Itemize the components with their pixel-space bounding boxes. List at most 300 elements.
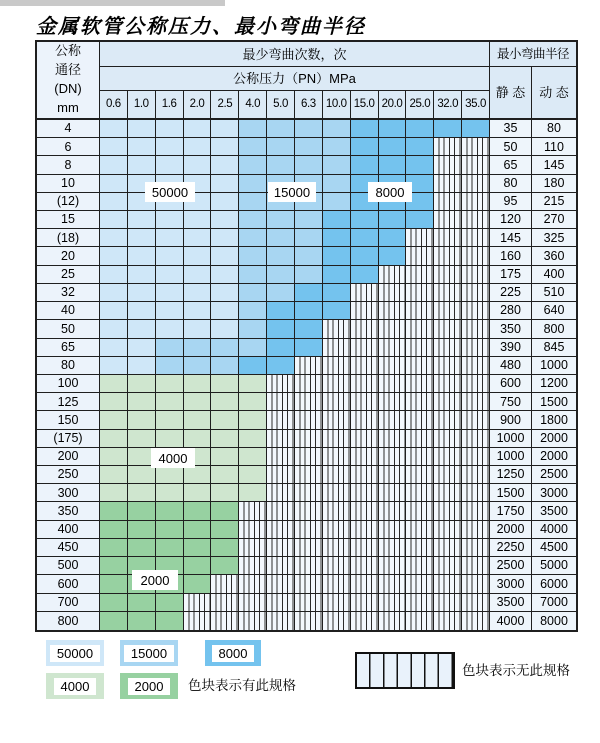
pressure-header-20.0: 20.0	[379, 91, 407, 120]
spec-cell	[100, 575, 128, 593]
dynamic-radius-cell: 3000	[532, 484, 576, 502]
spec-cell	[100, 211, 128, 229]
spec-cell	[184, 502, 212, 520]
spec-cell	[379, 120, 407, 138]
dn-cell: 65	[37, 339, 100, 357]
spec-cell	[184, 211, 212, 229]
spec-cell	[351, 284, 379, 302]
spec-cell	[156, 411, 184, 429]
spec-cell	[100, 466, 128, 484]
spec-cell	[267, 266, 295, 284]
static-column-header: 静 态	[490, 67, 532, 120]
spec-cell	[267, 557, 295, 575]
dn-cell: 250	[37, 466, 100, 484]
spec-cell	[239, 448, 267, 466]
spec-cell	[462, 211, 490, 229]
spec-cell	[128, 339, 156, 357]
spec-cell	[351, 557, 379, 575]
spec-cell	[267, 594, 295, 612]
dynamic-radius-cell: 1800	[532, 411, 576, 429]
legend-swatch-4000	[46, 673, 104, 699]
dn-header-line: 公称	[54, 43, 81, 59]
spec-cell	[100, 138, 128, 156]
spec-cell	[379, 156, 407, 174]
spec-cell	[379, 284, 407, 302]
spec-cell	[434, 448, 462, 466]
spec-cell	[239, 229, 267, 247]
spec-cell	[379, 484, 407, 502]
spec-cell	[351, 247, 379, 265]
spec-cell	[100, 448, 128, 466]
spec-cell	[406, 594, 434, 612]
spec-cell	[323, 302, 351, 320]
spec-cell	[267, 138, 295, 156]
spec-cell	[211, 156, 239, 174]
spec-cell	[184, 320, 212, 338]
spec-cell	[100, 266, 128, 284]
spec-cell	[211, 302, 239, 320]
spec-cell	[434, 411, 462, 429]
spec-cell	[462, 612, 490, 630]
spec-cell	[100, 521, 128, 539]
dynamic-radius-cell: 4000	[532, 521, 576, 539]
spec-cell	[100, 557, 128, 575]
spec-cell	[351, 575, 379, 593]
dn-cell: (12)	[37, 193, 100, 211]
spec-cell	[128, 138, 156, 156]
spec-table	[35, 40, 578, 632]
spec-cell	[211, 466, 239, 484]
legend-swatch-50000	[46, 640, 104, 666]
spec-cell	[406, 521, 434, 539]
spec-cell	[323, 266, 351, 284]
spec-cell	[211, 484, 239, 502]
spec-cell	[156, 357, 184, 375]
spec-cell	[184, 411, 212, 429]
spec-cell	[434, 156, 462, 174]
dn-cell: 40	[37, 302, 100, 320]
spec-cell	[462, 502, 490, 520]
spec-cell	[323, 448, 351, 466]
spec-cell	[462, 339, 490, 357]
min-bend-radius-header: 最小弯曲半径	[490, 42, 576, 67]
spec-cell	[128, 211, 156, 229]
dn-cell: 10	[37, 175, 100, 193]
dynamic-radius-cell: 80	[532, 120, 576, 138]
spec-cell	[351, 502, 379, 520]
spec-cell	[239, 302, 267, 320]
spec-cell	[239, 138, 267, 156]
spec-cell	[406, 320, 434, 338]
spec-cell	[128, 539, 156, 557]
spec-cell	[128, 484, 156, 502]
spec-cell	[128, 266, 156, 284]
legend-swatch-label: 8000	[212, 645, 255, 662]
spec-cell	[351, 211, 379, 229]
pressure-header-1.0: 1.0	[128, 91, 156, 120]
static-radius-cell: 2000	[490, 521, 532, 539]
spec-cell	[267, 466, 295, 484]
spec-cell	[156, 156, 184, 174]
spec-cell	[434, 521, 462, 539]
spec-cell	[184, 393, 212, 411]
pressure-header-1.6: 1.6	[156, 91, 184, 120]
spec-cell	[351, 612, 379, 630]
spec-cell	[100, 484, 128, 502]
spec-cell	[100, 302, 128, 320]
spec-cell	[156, 339, 184, 357]
spec-cell	[406, 466, 434, 484]
spec-cell	[434, 612, 462, 630]
spec-cell	[211, 575, 239, 593]
spec-cell	[379, 594, 407, 612]
spec-cell	[351, 357, 379, 375]
static-radius-cell: 160	[490, 247, 532, 265]
spec-cell	[184, 539, 212, 557]
spec-cell	[323, 357, 351, 375]
static-radius-cell: 280	[490, 302, 532, 320]
spec-cell	[351, 411, 379, 429]
dynamic-radius-cell: 2000	[532, 448, 576, 466]
pressure-header-6.3: 6.3	[295, 91, 323, 120]
spec-cell	[100, 156, 128, 174]
spec-cell	[239, 557, 267, 575]
spec-cell	[323, 411, 351, 429]
spec-cell	[406, 612, 434, 630]
dn-cell: 700	[37, 594, 100, 612]
spec-cell	[128, 156, 156, 174]
spec-cell	[462, 375, 490, 393]
dynamic-radius-cell: 8000	[532, 612, 576, 630]
spec-cell	[406, 502, 434, 520]
spec-cell	[295, 284, 323, 302]
spec-cell	[239, 247, 267, 265]
spec-cell	[156, 594, 184, 612]
spec-cell	[184, 521, 212, 539]
spec-cell	[295, 320, 323, 338]
spec-cell	[239, 430, 267, 448]
spec-cell	[434, 594, 462, 612]
spec-cell	[100, 502, 128, 520]
spec-cell	[434, 247, 462, 265]
spec-cell	[295, 521, 323, 539]
dynamic-radius-cell: 360	[532, 247, 576, 265]
dn-cell: 100	[37, 375, 100, 393]
static-radius-cell: 95	[490, 193, 532, 211]
spec-cell	[267, 339, 295, 357]
dn-cell: 25	[37, 266, 100, 284]
spec-cell	[211, 193, 239, 211]
dn-cell: 450	[37, 539, 100, 557]
static-radius-cell: 480	[490, 357, 532, 375]
spec-cell	[100, 120, 128, 138]
static-radius-cell: 1000	[490, 430, 532, 448]
spec-cell	[184, 138, 212, 156]
static-radius-cell: 80	[490, 175, 532, 193]
spec-cell	[434, 339, 462, 357]
spec-cell	[267, 302, 295, 320]
spec-cell	[434, 266, 462, 284]
spec-cell	[434, 302, 462, 320]
spec-cell	[128, 521, 156, 539]
static-radius-cell: 145	[490, 229, 532, 247]
spec-cell	[239, 594, 267, 612]
spec-cell	[128, 594, 156, 612]
dn-cell: 500	[37, 557, 100, 575]
spec-cell	[406, 266, 434, 284]
spec-cell	[239, 320, 267, 338]
spec-cell	[211, 247, 239, 265]
spec-cell	[462, 247, 490, 265]
static-radius-cell: 2250	[490, 539, 532, 557]
spec-cell	[295, 266, 323, 284]
legend-swatch-label: 15000	[124, 645, 174, 662]
spec-cell	[100, 375, 128, 393]
spec-cell	[434, 175, 462, 193]
spec-cell	[462, 284, 490, 302]
spec-cell	[351, 430, 379, 448]
spec-cell	[462, 156, 490, 174]
spec-cell	[267, 211, 295, 229]
dn-column-header	[37, 42, 100, 120]
spec-cell	[128, 357, 156, 375]
spec-cell	[351, 229, 379, 247]
spec-cell	[379, 211, 407, 229]
spec-cell	[323, 193, 351, 211]
spec-cell	[295, 247, 323, 265]
spec-cell	[156, 484, 184, 502]
spec-cell	[184, 375, 212, 393]
dynamic-radius-cell: 845	[532, 339, 576, 357]
pressure-header-15.0: 15.0	[351, 91, 379, 120]
static-radius-cell: 50	[490, 138, 532, 156]
dynamic-radius-cell: 325	[532, 229, 576, 247]
legend-swatch-2000	[120, 673, 178, 699]
nominal-pressure-header: 公称压力（PN）MPa	[100, 67, 490, 91]
spec-cell	[100, 594, 128, 612]
spec-cell	[379, 466, 407, 484]
spec-cell	[295, 612, 323, 630]
spec-cell	[267, 411, 295, 429]
spec-cell	[351, 393, 379, 411]
spec-cell	[184, 484, 212, 502]
spec-cell	[184, 612, 212, 630]
dynamic-radius-cell: 3500	[532, 502, 576, 520]
dn-cell: 300	[37, 484, 100, 502]
spec-cell	[295, 211, 323, 229]
spec-cell	[211, 339, 239, 357]
spec-cell	[462, 484, 490, 502]
spec-cell	[462, 266, 490, 284]
static-radius-cell: 3000	[490, 575, 532, 593]
spec-cell	[100, 175, 128, 193]
spec-cell	[351, 466, 379, 484]
spec-cell	[239, 357, 267, 375]
dn-cell: 50	[37, 320, 100, 338]
spec-cell	[267, 247, 295, 265]
spec-cell	[211, 557, 239, 575]
spec-cell	[406, 211, 434, 229]
spec-cell	[323, 575, 351, 593]
spec-cell	[267, 393, 295, 411]
spec-cell	[462, 302, 490, 320]
static-radius-cell: 3500	[490, 594, 532, 612]
spec-cell	[406, 339, 434, 357]
spec-cell	[351, 375, 379, 393]
spec-cell	[267, 430, 295, 448]
spec-cell	[156, 521, 184, 539]
spec-cell	[128, 411, 156, 429]
spec-cell	[379, 521, 407, 539]
spec-cell	[434, 229, 462, 247]
spec-cell	[239, 484, 267, 502]
spec-cell	[323, 375, 351, 393]
dynamic-radius-cell: 5000	[532, 557, 576, 575]
spec-cell	[379, 393, 407, 411]
static-radius-cell: 120	[490, 211, 532, 229]
dn-cell: 800	[37, 612, 100, 630]
spec-cell	[156, 120, 184, 138]
spec-cell	[100, 320, 128, 338]
spec-cell	[239, 193, 267, 211]
spec-cell	[128, 466, 156, 484]
dn-cell: 200	[37, 448, 100, 466]
spec-cell	[100, 284, 128, 302]
spec-cell	[156, 375, 184, 393]
dynamic-radius-cell: 270	[532, 211, 576, 229]
spec-cell	[379, 430, 407, 448]
spec-cell	[462, 448, 490, 466]
legend-no-spec-swatch	[355, 652, 455, 689]
spec-cell	[211, 320, 239, 338]
static-radius-cell: 1000	[490, 448, 532, 466]
spec-cell	[434, 375, 462, 393]
spec-cell	[323, 393, 351, 411]
spec-cell	[100, 247, 128, 265]
static-radius-cell: 1750	[490, 502, 532, 520]
pressure-header-2.5: 2.5	[211, 91, 239, 120]
dynamic-radius-cell: 180	[532, 175, 576, 193]
spec-cell	[295, 138, 323, 156]
spec-cell	[295, 302, 323, 320]
spec-cell	[462, 138, 490, 156]
spec-cell	[295, 156, 323, 174]
spec-cell	[211, 393, 239, 411]
spec-cell	[406, 302, 434, 320]
static-radius-cell: 900	[490, 411, 532, 429]
spec-cell	[379, 502, 407, 520]
spec-cell	[156, 393, 184, 411]
spec-cell	[434, 539, 462, 557]
pressure-header-4.0: 4.0	[239, 91, 267, 120]
static-radius-cell: 1500	[490, 484, 532, 502]
spec-cell	[434, 120, 462, 138]
spec-cell	[379, 138, 407, 156]
spec-cell	[406, 393, 434, 411]
spec-cell	[295, 339, 323, 357]
dn-header-line: (DN)	[54, 81, 82, 96]
spec-cell	[295, 229, 323, 247]
spec-cell	[323, 247, 351, 265]
spec-cell	[434, 320, 462, 338]
pressure-header-2.0: 2.0	[184, 91, 212, 120]
spec-cell	[267, 539, 295, 557]
spec-cell	[379, 266, 407, 284]
spec-cell	[100, 612, 128, 630]
spec-cell	[100, 539, 128, 557]
spec-cell	[184, 430, 212, 448]
spec-cell	[156, 247, 184, 265]
spec-cell	[184, 266, 212, 284]
spec-cell	[462, 557, 490, 575]
spec-cell	[462, 229, 490, 247]
spec-cell	[351, 156, 379, 174]
spec-cell	[239, 266, 267, 284]
spec-cell	[462, 393, 490, 411]
spec-cell	[406, 411, 434, 429]
spec-cell	[239, 411, 267, 429]
spec-cell	[434, 193, 462, 211]
static-radius-cell: 1250	[490, 466, 532, 484]
spec-cell	[295, 557, 323, 575]
static-radius-cell: 65	[490, 156, 532, 174]
spec-cell	[211, 594, 239, 612]
dynamic-radius-cell: 1000	[532, 357, 576, 375]
legend-no-spec-text: 色块表示无此规格	[462, 663, 570, 678]
spec-cell	[379, 539, 407, 557]
spec-cell	[434, 393, 462, 411]
spec-cell	[156, 138, 184, 156]
static-radius-cell: 225	[490, 284, 532, 302]
spec-cell	[239, 521, 267, 539]
spec-cell	[100, 193, 128, 211]
spec-cell	[267, 156, 295, 174]
spec-cell	[434, 138, 462, 156]
spec-cell	[406, 156, 434, 174]
spec-cell	[267, 448, 295, 466]
spec-cell	[462, 539, 490, 557]
spec-cell	[462, 320, 490, 338]
spec-cell	[434, 211, 462, 229]
spec-cell	[239, 466, 267, 484]
spec-cell	[267, 320, 295, 338]
spec-cell	[379, 411, 407, 429]
spec-cell	[434, 575, 462, 593]
pressure-header-5.0: 5.0	[267, 91, 295, 120]
spec-cell	[267, 484, 295, 502]
spec-cell	[379, 575, 407, 593]
spec-cell	[100, 411, 128, 429]
zone-label-4000: 4000	[151, 448, 195, 468]
spec-cell	[323, 211, 351, 229]
spec-cell	[128, 375, 156, 393]
spec-cell	[351, 484, 379, 502]
spec-cell	[156, 211, 184, 229]
spec-cell	[156, 320, 184, 338]
dynamic-radius-cell: 145	[532, 156, 576, 174]
spec-cell	[211, 539, 239, 557]
spec-cell	[295, 393, 323, 411]
dn-cell: 400	[37, 521, 100, 539]
spec-cell	[379, 557, 407, 575]
spec-cell	[239, 156, 267, 174]
spec-cell	[295, 484, 323, 502]
spec-cell	[434, 502, 462, 520]
spec-cell	[462, 430, 490, 448]
spec-cell	[406, 539, 434, 557]
spec-cell	[323, 430, 351, 448]
spec-cell	[239, 375, 267, 393]
